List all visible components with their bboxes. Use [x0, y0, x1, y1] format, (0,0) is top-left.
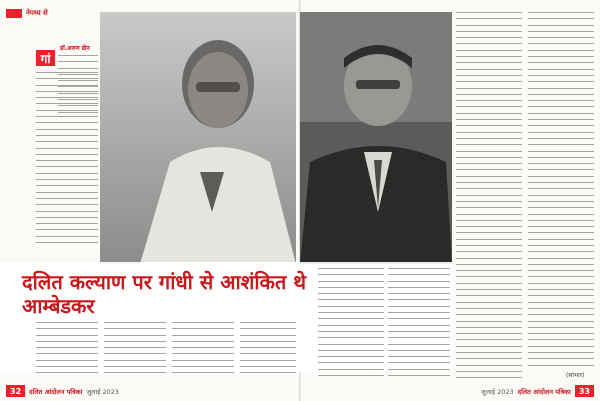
body-text-column-4: [240, 322, 296, 380]
page-number-right: 33: [575, 385, 594, 397]
issue-date-right: जुलाई 2023: [480, 387, 514, 396]
body-text-column-3: [172, 322, 234, 380]
body-text-column-8: [528, 12, 594, 370]
footer-right: [481, 384, 594, 398]
gandhi-portrait-photo: [100, 12, 296, 264]
ambedkar-portrait-photo: [300, 12, 452, 264]
section-tab: [6, 6, 48, 20]
section-marker: [6, 9, 22, 18]
author-byline: डॉ.अरुण डीन: [60, 45, 90, 52]
body-text-column-1a: [36, 72, 98, 262]
issue-date-left: जुलाई 2023: [86, 387, 120, 396]
body-text-column-2: [104, 322, 166, 380]
body-text-column-7: [456, 12, 522, 380]
body-text-column-5: [318, 268, 384, 380]
signoff: (साभार): [566, 372, 585, 379]
publication-name-left: दलित आंदोलन पत्रिका: [29, 387, 83, 396]
drop-cap: गां: [36, 50, 55, 66]
publication-name-right: दलित आंदोलन पत्रिका: [517, 387, 571, 396]
section-label: नेपथ्य से: [26, 8, 48, 17]
footer-left: [6, 384, 119, 398]
page-number-left: 32: [6, 385, 25, 397]
body-text-column-6: [388, 268, 450, 380]
article-headline: दलित कल्याण पर गांधी से आशंकित थे आम्बेडकर: [22, 270, 307, 318]
body-text-column-1b: [36, 322, 98, 380]
